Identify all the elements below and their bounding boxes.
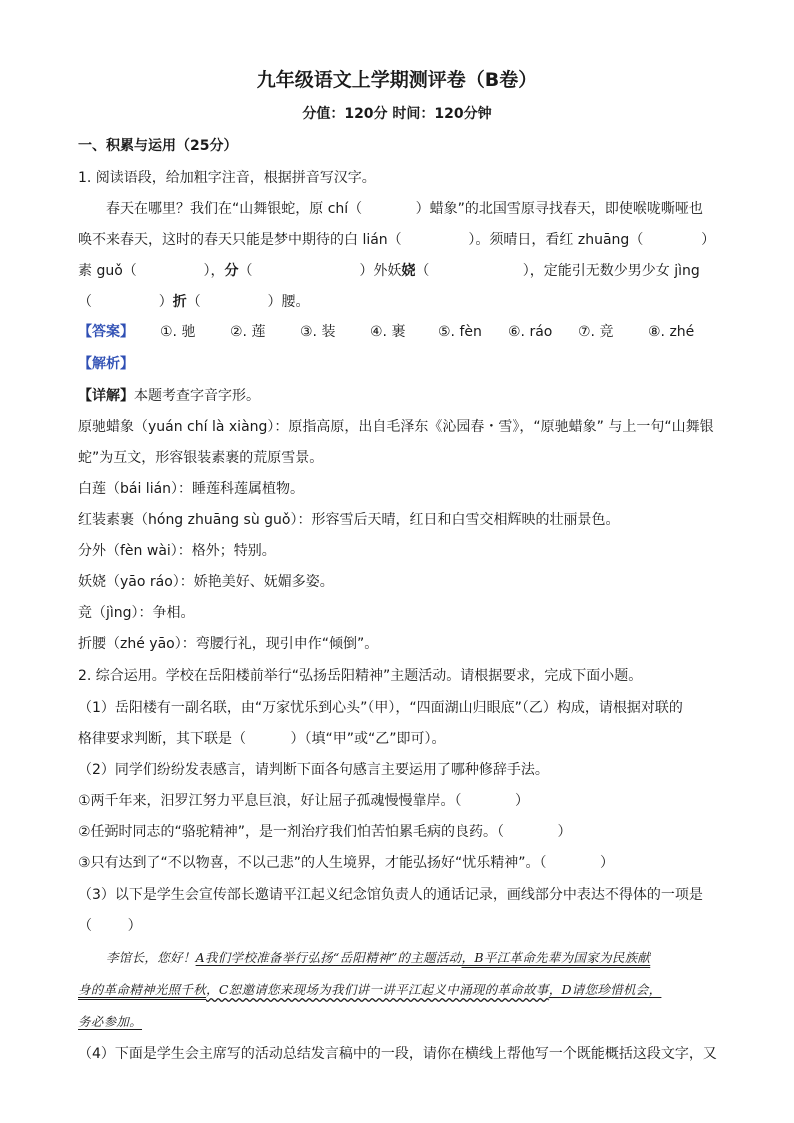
answer-item: ③. 装 bbox=[300, 324, 336, 340]
call-record-line-1 bbox=[106, 948, 650, 968]
passage-fragment: （ ） bbox=[78, 294, 173, 310]
call-record-line-3 bbox=[78, 1012, 142, 1032]
bold-char: 折 bbox=[172, 294, 187, 310]
section-heading: 一、积累与运用（25分） bbox=[78, 138, 238, 154]
bold-char: 分 bbox=[224, 263, 239, 279]
sub-question-2-intro: （2）同学们纷纷发表感言，请判断下面各句感言主要运用了哪种修辞手法。 bbox=[78, 762, 549, 778]
call-record-line-2 bbox=[78, 980, 661, 1000]
answer-item: ①. 驰 bbox=[160, 324, 196, 340]
call-option-c: ，C恕邀请您来现场为我们讲一讲平江起义中涌现的革命故事 bbox=[206, 982, 549, 997]
exam-info: 分值：120分 时间：120分钟 bbox=[302, 106, 492, 122]
call-option-d: ，D请您珍惜机会， bbox=[548, 982, 662, 997]
call-option-d-cont: 务必参加。 bbox=[78, 1014, 143, 1029]
answer-label: 【答案】 bbox=[78, 324, 134, 340]
detail-intro: 本题考查字音字形。 bbox=[134, 388, 260, 404]
passage-line-1: 春天在哪里？我们在“山舞银蛇，原 chí（ ）蜡象”的北国雪原寻找春天，即使喉咙嘶哑也 bbox=[106, 201, 703, 217]
bold-char: 娆 bbox=[401, 263, 416, 279]
note-line: 妖娆（yāo ráo）：娇艳美好、妩媚多姿。 bbox=[78, 574, 334, 590]
analysis-label: 【解析】 bbox=[78, 356, 134, 372]
note-line: 红装素裹（hóng zhuāng sù guǒ）：形容雪后天晴，红日和白雪交相辉映的壮丽景色。 bbox=[78, 512, 620, 528]
question-2-intro: 2. 综合运用。学校在岳阳楼前举行“弘扬岳阳精神”主题活动。请根据要求，完成下面小题。 bbox=[78, 668, 643, 684]
call-option-b: ，B平江革命先辈为国家为民族献 bbox=[461, 950, 651, 965]
answer-item: ⑧. zhé bbox=[648, 324, 695, 340]
sub-question-3-line: （3）以下是学生会宣传部长邀请平江起义纪念馆负责人的通话记录，画线部分中表达不得体的一项是 bbox=[78, 887, 703, 903]
passage-line-3 bbox=[78, 261, 700, 281]
question-1-prompt: 1. 阅读语段，给加粗字注音，根据拼音写汉字。 bbox=[78, 170, 376, 186]
page-title: 九年级语文上学期测评卷（B卷） bbox=[256, 69, 538, 91]
rhetoric-item: ③只有达到了“不以物喜，不以己悲”的人生境界，才能弘扬好“忧乐精神”。（ ） bbox=[78, 855, 614, 871]
answer-item: ④. 裹 bbox=[370, 324, 406, 340]
sub-question-1-line: 格律要求判断，其下联是（ ）（填“甲”或“乙”即可）。 bbox=[78, 731, 446, 747]
rhetoric-item: ②任弼时同志的“骆驼精神”，是一剂治疗我们怕苦怕累毛病的良药。（ ） bbox=[78, 824, 572, 840]
passage-fragment: 素 guǒ（ ）， bbox=[78, 263, 225, 279]
call-option-b-cont: 身的革命精神光照千秋 bbox=[78, 982, 207, 997]
sub-question-3-line: （ ） bbox=[78, 918, 142, 934]
note-line: 白莲（bái lián）：睡莲科莲属植物。 bbox=[78, 481, 305, 497]
answer-item: ⑤. fèn bbox=[438, 324, 482, 340]
note-line: 折腰（zhé yāo）：弯腰行礼，现引申作“倾倒”。 bbox=[78, 636, 379, 652]
note-line: 原驰蜡象（yuán chí là xiàng）：原指高原，出自毛泽东《沁园春・雪》，“原驰蜡象” 与上一句“山舞银 bbox=[78, 419, 714, 435]
rhetoric-item: ①两千年来，汨罗江努力平息巨浪，好让屈子孤魂慢慢靠岸。（ ） bbox=[78, 793, 529, 809]
call-greeting: 李馆长，您好！ bbox=[106, 950, 196, 965]
detail-label: 【详解】 bbox=[78, 388, 134, 404]
sub-question-1-line: （1）岳阳楼有一副名联，由“万家忧乐到心头”（甲），“四面湖山归眼底”（乙）构成，请根据对联的 bbox=[78, 700, 683, 716]
passage-line-4 bbox=[78, 292, 310, 312]
sub-question-4-line: （4）下面是学生会主席写的活动总结发言稿中的一段，请你在横线上帮他写一个既能概括这段文字，又 bbox=[78, 1046, 717, 1062]
answer-item: ⑥. ráo bbox=[508, 324, 553, 340]
call-option-a: A我们学校准备举行弘扬“岳阳精神”的主题活动 bbox=[195, 950, 462, 965]
note-line: 竞（jìng）：争相。 bbox=[78, 605, 195, 621]
passage-fragment: （ ）外妖 bbox=[238, 263, 402, 279]
note-line: 分外（fèn wài）：格外；特别。 bbox=[78, 543, 276, 559]
answer-item: ⑦. 竞 bbox=[578, 324, 614, 340]
answer-item: ②. 莲 bbox=[230, 324, 266, 340]
detail-line bbox=[78, 386, 260, 406]
passage-fragment: （ ）腰。 bbox=[186, 294, 310, 310]
passage-fragment: （ ），定能引无数少男少女 jìng bbox=[415, 263, 700, 279]
passage-line-2: 唤不来春天，这时的春天只能是梦中期待的白 lián（ ）。须晴日，看红 zhuāng（ ） bbox=[78, 232, 716, 248]
note-line: 蛇”为互文，形容银装素裹的荒原雪景。 bbox=[78, 450, 324, 466]
